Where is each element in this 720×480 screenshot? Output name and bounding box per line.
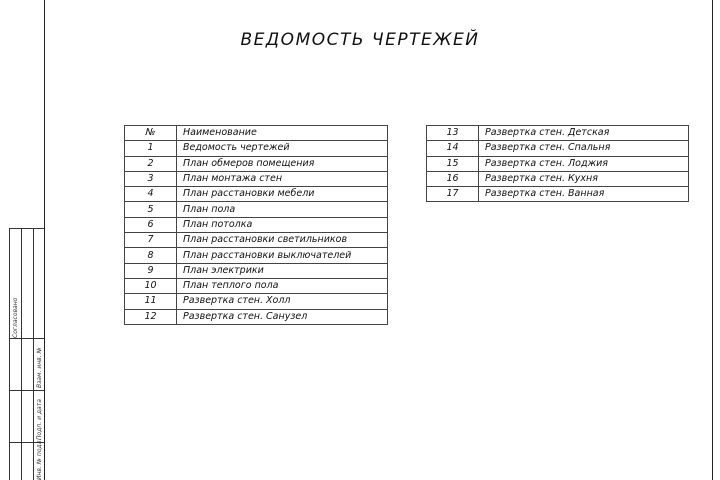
row-number: 16	[427, 171, 479, 186]
row-name: План расстановки выключателей	[177, 248, 388, 263]
row-number: 7	[125, 233, 177, 248]
table-row	[125, 202, 388, 217]
row-number: 17	[427, 187, 479, 202]
row-number: 6	[125, 217, 177, 232]
table-row	[125, 233, 388, 248]
row-name: Развертка стен. Спальня	[479, 141, 689, 156]
table-header-row	[125, 126, 388, 141]
row-number: 10	[125, 278, 177, 293]
row-number: 15	[427, 156, 479, 171]
table-row	[427, 171, 689, 186]
table-row	[427, 141, 689, 156]
row-name: План обмеров помещения	[177, 156, 388, 171]
table-row	[427, 126, 689, 141]
table-row	[125, 156, 388, 171]
stamp-hline	[9, 390, 44, 391]
row-name: План теплого пола	[177, 278, 388, 293]
table-row	[125, 171, 388, 186]
table-row	[125, 187, 388, 202]
row-number: 14	[427, 141, 479, 156]
table-row	[427, 187, 689, 202]
stamp-label-signature-date: Подп. и дата	[36, 399, 43, 440]
row-name: Развертка стен. Санузел	[177, 309, 388, 324]
table-row	[125, 278, 388, 293]
drawings-list-table-left	[124, 125, 388, 325]
page-title: ВЕДОМОСТЬ ЧЕРТЕЖЕЙ	[240, 30, 480, 50]
row-name: План потолка	[177, 217, 388, 232]
stamp-label-replacement-inv: Взам. инв. №	[36, 347, 43, 388]
table-row	[125, 217, 388, 232]
row-name: План монтажа стен	[177, 171, 388, 186]
drawings-list-table-right	[426, 125, 689, 202]
side-stamp-block	[9, 228, 44, 480]
row-number: 2	[125, 156, 177, 171]
row-number: 4	[125, 187, 177, 202]
header-name: Наименование	[177, 126, 388, 141]
row-number: 13	[427, 126, 479, 141]
header-number: №	[125, 126, 177, 141]
row-number: 11	[125, 294, 177, 309]
row-name: План электрики	[177, 263, 388, 278]
drawing-frame-right-border	[712, 0, 713, 480]
stamp-hline	[9, 338, 44, 339]
row-name: План расстановки мебели	[177, 187, 388, 202]
stamp-label-approved: Согласовано	[12, 297, 19, 338]
row-number: 8	[125, 248, 177, 263]
row-number: 1	[125, 141, 177, 156]
table-row	[125, 248, 388, 263]
row-number: 3	[125, 171, 177, 186]
row-name: План расстановки светильников	[177, 233, 388, 248]
table-row	[125, 309, 388, 324]
drawing-frame-left-border	[44, 0, 45, 480]
table-row	[125, 141, 388, 156]
row-name: Развертка стен. Холл	[177, 294, 388, 309]
stamp-hline	[9, 228, 44, 229]
table-row	[125, 294, 388, 309]
row-name: Ведомость чертежей	[177, 141, 388, 156]
row-name: Развертка стен. Кухня	[479, 171, 689, 186]
row-name: Развертка стен. Лоджия	[479, 156, 689, 171]
row-number: 5	[125, 202, 177, 217]
row-name: План пола	[177, 202, 388, 217]
row-name: Развертка стен. Детская	[479, 126, 689, 141]
row-number: 9	[125, 263, 177, 278]
row-name: Развертка стен. Ванная	[479, 187, 689, 202]
table-row	[427, 156, 689, 171]
table-row	[125, 263, 388, 278]
stamp-label-original-inv: Инв. № подл.	[36, 438, 43, 480]
row-number: 12	[125, 309, 177, 324]
